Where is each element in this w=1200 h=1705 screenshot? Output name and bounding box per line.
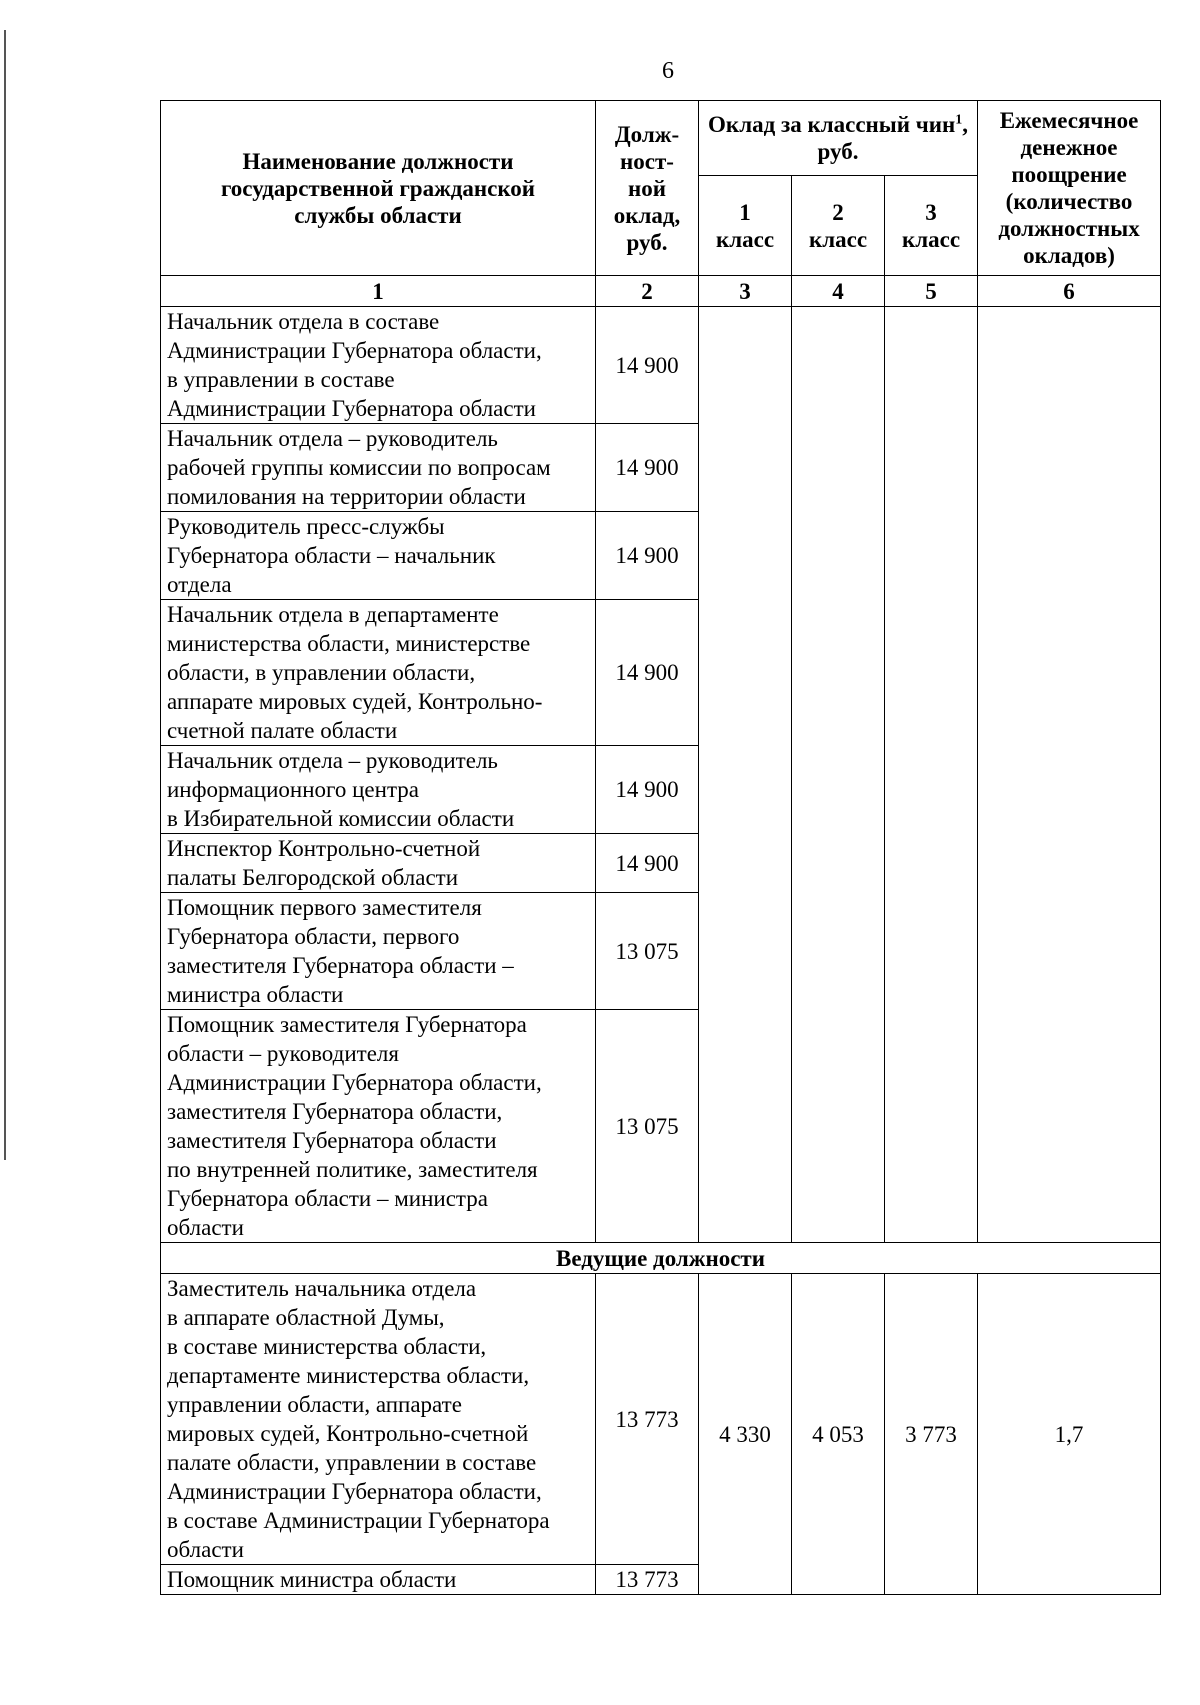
base-salary: 14 900 [596,307,699,424]
column-number-row [161,276,1161,307]
column-number: 4 [792,276,885,307]
position-name: Начальник отдела – руководитель рабочей группы комиссии по вопросам помилования на территории области [161,424,596,512]
table-row [161,307,1161,424]
class-2-salary: 4 053 [792,1274,885,1595]
base-salary: 13 075 [596,1010,699,1243]
scan-edge-line [4,30,6,1160]
column-number: 2 [596,276,699,307]
base-salary: 13 075 [596,893,699,1010]
header-class-2: 2 класс [792,176,885,276]
position-name: Начальник отдела в составе Администрации Губернатора области, в управлении в составе Администрации Губернатора области [161,307,596,424]
column-number: 3 [699,276,792,307]
base-salary: 13 773 [596,1565,699,1595]
position-name: Начальник отдела в департаменте министерства области, министерстве области, в управлении области, аппарате мировых судей, Контрольно- счетной палате области [161,600,596,746]
column-number: 5 [885,276,978,307]
class-1-salary-empty [699,307,792,1243]
header-class-1: 1 класс [699,176,792,276]
class-2-salary-empty [792,307,885,1243]
column-number: 6 [978,276,1161,307]
header-monthly-bonus: Ежемесячное денежное поощрение (количество должностных окладов) [978,101,1161,276]
position-name: Помощник заместителя Губернатора области – руководителя Администрации Губернатора области, заместителя Губернатора области, заместителя Губернатора области по внутренней политике, заместителя Губернатора области – министра области [161,1010,596,1243]
base-salary: 14 900 [596,600,699,746]
position-name: Помощник министра области [161,1565,596,1595]
base-salary: 14 900 [596,746,699,834]
header-position-name: Наименование должности государственной гражданской службы области [161,101,596,276]
section-title: Ведущие должности [161,1243,1161,1274]
monthly-bonus: 1,7 [978,1274,1161,1595]
page-number: 6 [662,58,674,84]
header-base-salary: Долж- ност- ной оклад, руб. [596,101,699,276]
salary-table [160,100,1161,1595]
position-name: Руководитель пресс-службы Губернатора области – начальник отдела [161,512,596,600]
position-name: Заместитель начальника отдела в аппарате областной Думы, в составе министерства области, департаменте министерства области, управлении области, аппарате мировых судей, Контрольно-счетной палате области, управлении в составе Администрации Губернатора области, в составе Администрации Губернатора области [161,1274,596,1565]
position-name: Помощник первого заместителя Губернатора области, первого заместителя Губернатора области – министра области [161,893,596,1010]
class-3-salary-empty [885,307,978,1243]
monthly-bonus-empty [978,307,1161,1243]
base-salary: 14 900 [596,834,699,893]
base-salary: 14 900 [596,424,699,512]
column-number: 1 [161,276,596,307]
class-3-salary: 3 773 [885,1274,978,1595]
position-name: Начальник отдела – руководитель информационного центра в Избирательной комиссии области [161,746,596,834]
position-name: Инспектор Контрольно-счетной палаты Белгородской области [161,834,596,893]
class-1-salary: 4 330 [699,1274,792,1595]
base-salary: 14 900 [596,512,699,600]
section-row [161,1243,1161,1274]
header-class-salary: Оклад за классный чин$^1$, руб. [699,101,978,176]
table-row [161,1274,1161,1565]
header-class-3: 3 класс [885,176,978,276]
base-salary: 13 773 [596,1274,699,1565]
